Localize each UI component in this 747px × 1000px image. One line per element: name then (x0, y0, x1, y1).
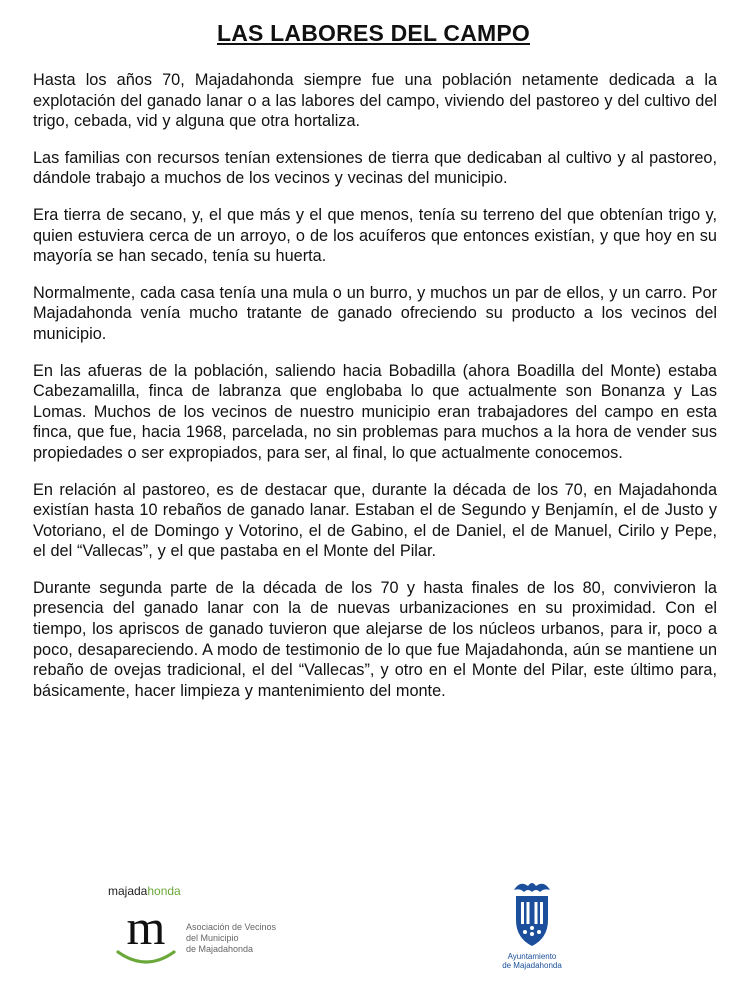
paragraph-5: En las afueras de la población, saliendo hacia Bobadilla (ahora Boadilla del Monte) estaba Cabezamalilla, finca de labranza que englobaba lo que actualmente son Bonanza y Las Lomas. Muchos de los vecinos de nuestro municipio eran trabajadores del campo en esta finca, que fue, hacia 1968, parcelada, no sin problemas para muchos a la hora de vender sus propiedades o ser expropiados, para ser, al final, lo que actualmente conocemos. (33, 361, 717, 462)
caption-line-2: de Majadahonda (502, 961, 562, 970)
document-body (33, 70, 717, 717)
association-name (186, 922, 276, 955)
association-logo (108, 884, 308, 974)
paragraph-1: Hasta los años 70, Majadahonda siempre fue una población netamente dedicada a la explotación del ganado lanar o a las labores del campo, viviendo del pastoreo y del cultivo del trigo, cebada, vid y alguna que otra hortaliza. (33, 71, 717, 131)
page-title: LAS LABORES DEL CAMPO (216, 20, 530, 46)
paragraph-4: Normalmente, cada casa tenía una mula o un burro, y muchos un par de ellos, y un carro. Por Majadahonda venía mucho tratante de ganado ofreciendo su producto a los vecinos del municipio. (33, 283, 717, 343)
assoc-line-3: de Majadahonda (186, 944, 254, 954)
assoc-line-1: Asociación de Vecinos (186, 922, 277, 932)
caption-line-1: Ayuntamiento (507, 952, 557, 961)
paragraph-3: Era tierra de secano, y, el que más y el que menos, tenía su terreno del que obtenían trigo y, quien estuviera cerca de un arroyo, o de los acuíferos que entonces existían, y que hoy en su mayoría se han secado, tenía su huerta. (33, 205, 717, 266)
town-hall-caption (492, 952, 572, 970)
brand-suffix: honda (147, 884, 181, 898)
mark-letter: m (126, 902, 166, 955)
town-crest-icon (510, 878, 554, 950)
association-m-icon (114, 902, 178, 968)
association-brand (108, 884, 181, 898)
paragraph-6: En relación al pastoreo, es de destacar que, durante la década de los 70, en Majadahonda existían hasta 10 rebaños de ganado lanar. Estaban el de Segundo y Benjamín, el de Justo y Votoriano, el de Domingo y Votorino, el de Gabino, el de Daniel, el de Manuel, Cirilo y Pepe, el del “Vallecas”, y el que pastaba en el Monte del Pilar. (33, 480, 717, 561)
assoc-line-2: del Municipio (186, 933, 239, 943)
paragraph-7: Durante segunda parte de la década de los 70 y hasta finales de los 80, convivieron la presencia del ganado lanar con la de nuevas urbanizaciones en su proximidad. Con el tiempo, los apriscos de ganado tuvieron que alejarse de los núcleos urbanos, para ir, poco a poco, desapareciendo. A modo de testimonio de lo que fue Majadahonda, aún se mantiene un rebaño de ovejas tradicional, el del “Vallecas”, y otro en el Monte del Pilar, este último para, básicamente, hacer limpieza y mantenimiento del monte. (33, 578, 717, 700)
town-hall-logo (492, 878, 572, 978)
brand-prefix: majada (108, 884, 148, 898)
paragraph-2: Las familias con recursos tenían extensiones de tierra que dedicaban al cultivo y al pastoreo, dándole trabajo a muchos de los vecinos y vecinas del municipio. (33, 148, 717, 188)
